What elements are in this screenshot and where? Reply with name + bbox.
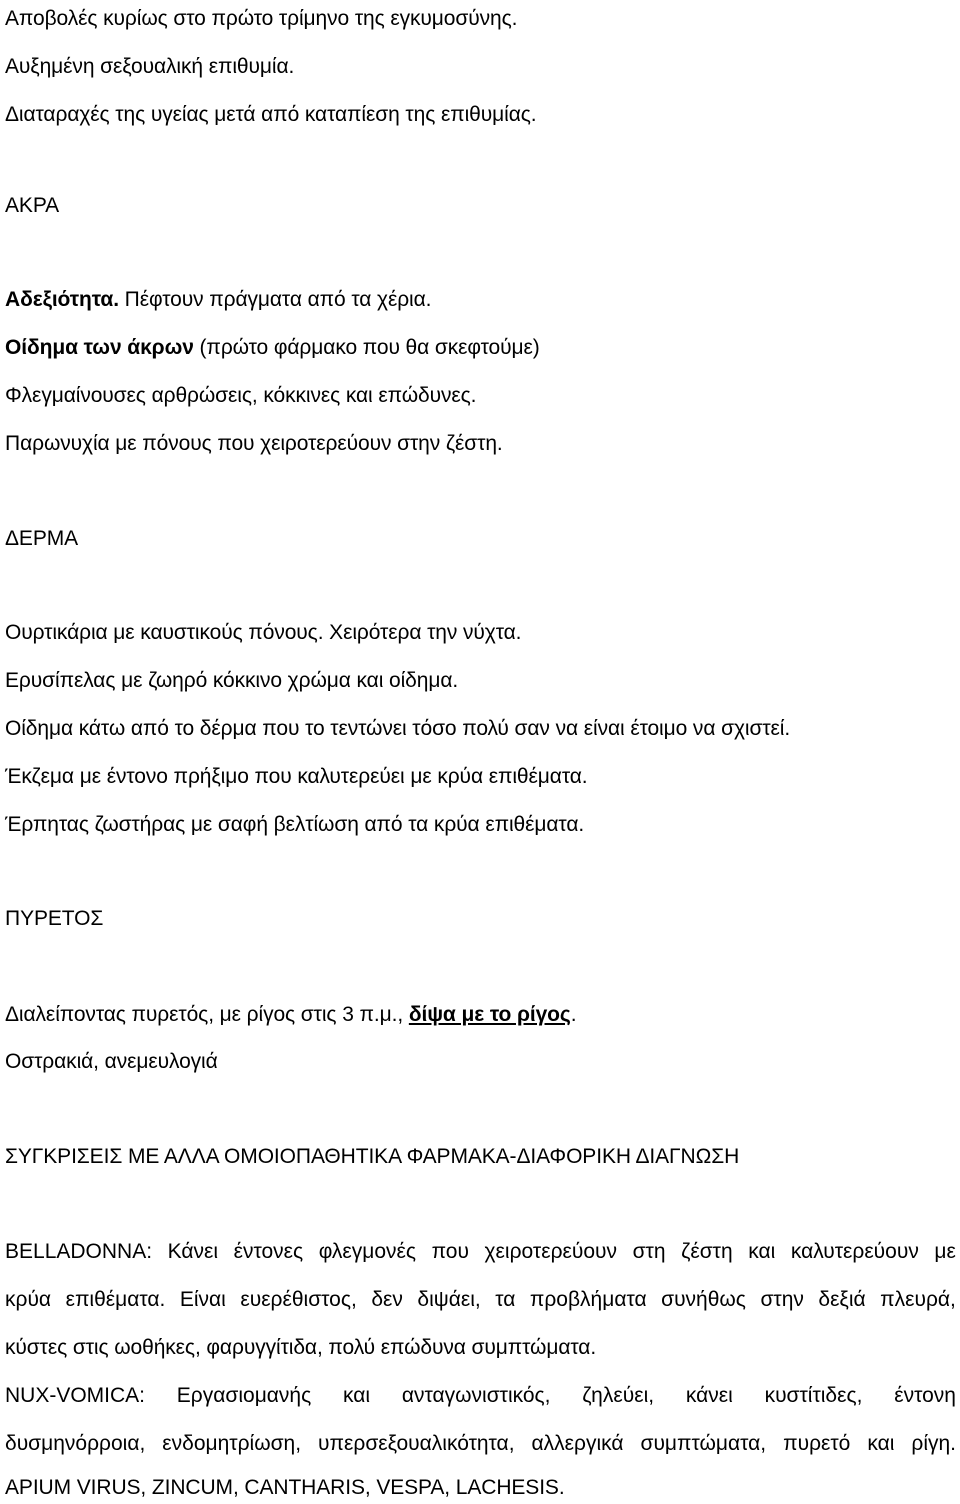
derma-line-3: Οίδημα κάτω από το δέρμα που το τεντώνει τόσο πολύ σαν να είναι έτοιμο να σχιστεί. <box>5 717 791 740</box>
word: καλυτερεύουν <box>790 1240 919 1263</box>
word: πλευρά, <box>880 1288 956 1311</box>
word: ενδομητρίωση, <box>162 1432 302 1455</box>
akra-line-3: Φλεγμαίνουσες αρθρώσεις, κόκκινες και επώδυνες. <box>5 384 477 407</box>
word: κάνει <box>685 1384 733 1407</box>
akra-line-1-bold: Αδεξιότητα. <box>5 288 119 311</box>
word: αλλεργικά <box>531 1432 624 1455</box>
word: χειροτερεύουν <box>484 1240 618 1263</box>
section-heading-comparisons: ΣΥΓΚΡΙΣΕΙΣ ΜΕ ΑΛΛΑ ΟΜΟΙΟΠΑΘΗΤΙΚΑ ΦΑΡΜΑΚΑ-ΔΙΑΦΟΡΙΚΗ ΔΙΑΓΝΩΣΗ <box>5 1145 740 1168</box>
akra-line-1 <box>5 287 431 313</box>
word: έντονη <box>894 1384 956 1407</box>
word: συνήθως <box>661 1288 746 1311</box>
word: δυσμηνόρροια, <box>5 1432 146 1455</box>
pyretos-line-1-start: Διαλείποντας πυρετός, με ρίγος στις 3 π.μ., <box>5 1003 409 1026</box>
nux-line-1 <box>5 1383 956 1409</box>
derma-line-4: Έκζεμα με έντονο πρήξιμο που καλυτερεύει με κρύα επιθέματα. <box>5 765 588 788</box>
section-heading-derma: ΔΕΡΜΑ <box>5 527 79 550</box>
word: ανταγωνιστικός, <box>401 1384 551 1407</box>
word: με <box>934 1240 956 1263</box>
intro-line-2: Αυξημένη σεξουαλική επιθυμία. <box>5 55 295 78</box>
akra-line-2-rest: (πρώτο φάρμακο που θα σκεφτούμε) <box>193 336 540 359</box>
word: που <box>431 1240 469 1263</box>
pyretos-line-1-end: . <box>570 1003 577 1026</box>
word: και <box>748 1240 776 1263</box>
derma-line-5: Έρπητας ζωστήρας με σαφή βελτίωση από τα κρύα επιθέματα. <box>5 813 585 836</box>
word: κυστίτιδες, <box>764 1384 863 1407</box>
word: ρίγη. <box>911 1432 956 1455</box>
word: τα <box>495 1288 516 1311</box>
intro-line-1: Αποβολές κυρίως στο πρώτο τρίμηνο της εγκυμοσύνης. <box>5 7 518 30</box>
word: προβλήματα <box>529 1288 647 1311</box>
belladonna-line-2 <box>5 1287 956 1313</box>
derma-line-1: Ουρτικάρια με καυστικούς πόνους. Χειρότερα την νύχτα. <box>5 621 522 644</box>
akra-line-4: Παρωνυχία με πόνους που χειροτερεύουν στην ζέστη. <box>5 432 503 455</box>
other-remedies-line: APIUM VIRUS, ZINCUM, CANTHARIS, VESPA, LACHESIS. <box>5 1476 565 1499</box>
belladonna-line-1 <box>5 1239 956 1265</box>
word: ζέστη <box>681 1240 733 1263</box>
word: και <box>867 1432 895 1455</box>
word: επιθέματα. <box>65 1288 166 1311</box>
word: Είναι <box>179 1288 226 1311</box>
nux-line-2 <box>5 1431 956 1457</box>
word: δεξιά <box>818 1288 866 1311</box>
derma-line-2: Ερυσίπελας με ζωηρό κόκκινο χρώμα και οίδημα. <box>5 669 459 692</box>
word: φλεγμονές <box>318 1240 417 1263</box>
intro-line-3: Διαταραχές της υγείας μετά από καταπίεση της επιθυμίας. <box>5 103 537 126</box>
word: κρύα <box>5 1288 52 1311</box>
word: Κάνει <box>167 1240 219 1263</box>
word: ζηλεύει, <box>582 1384 655 1407</box>
word: Εργασιομανής <box>176 1384 312 1407</box>
word: υπερσεξουαλικότητα, <box>318 1432 515 1455</box>
akra-line-2-bold: Οίδημα των άκρων <box>5 336 194 359</box>
akra-line-2 <box>5 335 540 361</box>
word: στην <box>760 1288 804 1311</box>
word: NUX-VOMICA: <box>5 1384 146 1407</box>
pyretos-line-1 <box>5 1002 576 1028</box>
word: BELLADONNA: <box>5 1240 153 1263</box>
word: στη <box>632 1240 666 1263</box>
word: συμπτώματα, <box>640 1432 767 1455</box>
word: ευερέθιστος, <box>240 1288 357 1311</box>
belladonna-line-3: κύστες στις ωοθήκες, φαρυγγίτιδα, πολύ επώδυνα συμπτώματα. <box>5 1336 597 1359</box>
word: διψάει, <box>417 1288 481 1311</box>
pyretos-line-2: Οστρακιά, ανεμευλογιά <box>5 1050 218 1073</box>
word: δεν <box>371 1288 403 1311</box>
section-heading-pyretos: ΠΥΡΕΤΟΣ <box>5 907 104 930</box>
word: πυρετό <box>783 1432 851 1455</box>
akra-line-1-rest: Πέφτουν πράγματα από τα χέρια. <box>118 288 432 311</box>
pyretos-line-1-bold: δίψα με το ρίγος <box>408 1003 571 1026</box>
word: και <box>343 1384 371 1407</box>
section-heading-akra: ΑΚΡΑ <box>5 194 60 217</box>
word: έντονες <box>233 1240 304 1263</box>
